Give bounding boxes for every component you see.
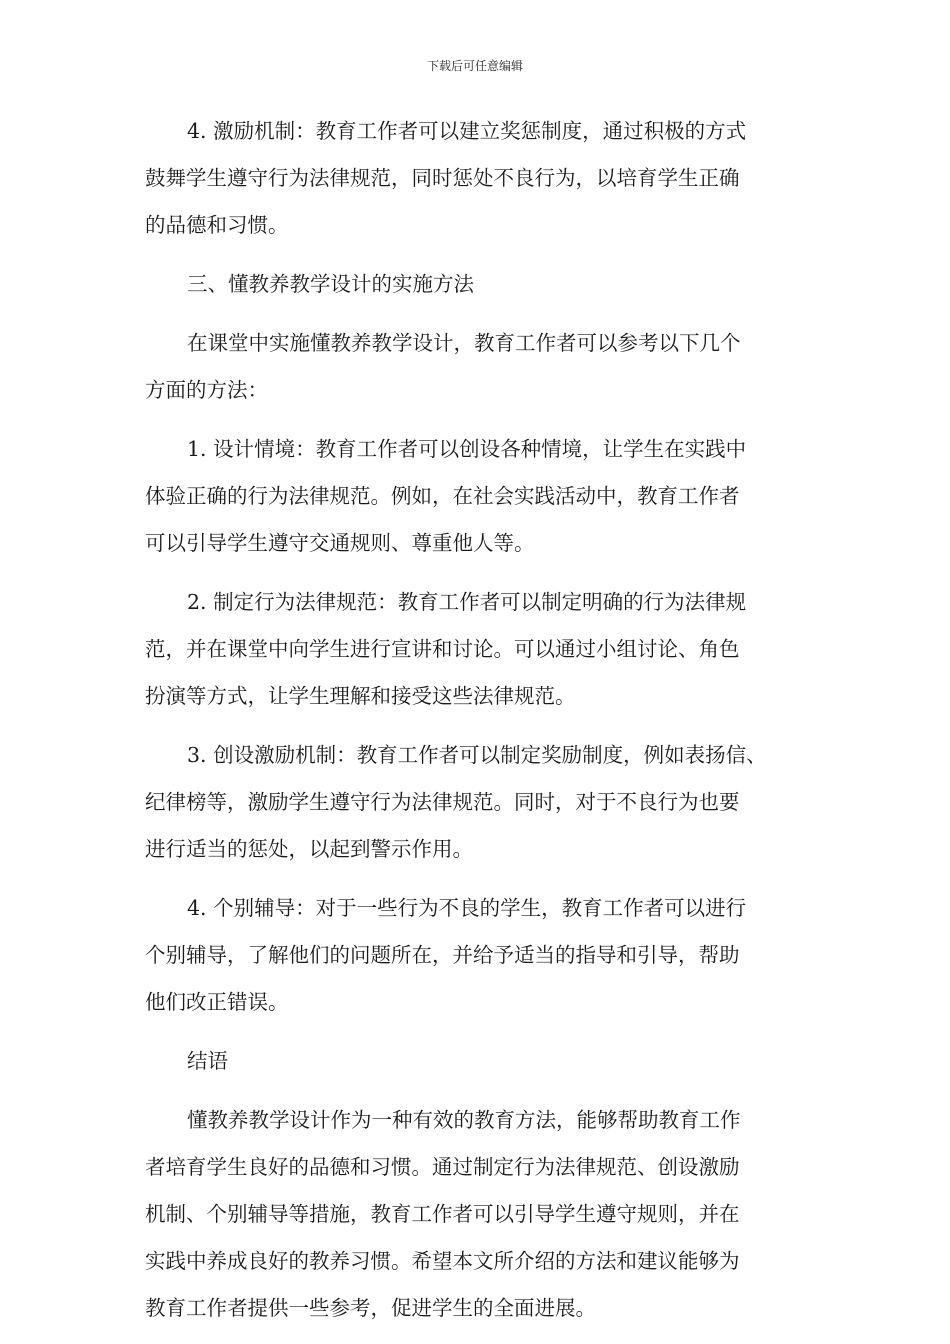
section-heading-implementation bbox=[145, 261, 810, 308]
text-line: 4. 激励机制：教育工作者可以建立奖惩制度，通过积极的方式 bbox=[187, 119, 747, 143]
text-line: 教育工作者提供一些参考，促进学生的全面进展。 bbox=[145, 1296, 596, 1320]
paragraph-individual-tutoring bbox=[145, 885, 810, 1026]
heading-line: 结语 bbox=[187, 1049, 228, 1073]
paragraph-behavior-norms bbox=[145, 579, 810, 720]
paragraph-design-scenarios bbox=[145, 426, 810, 567]
text-line: 个别辅导，了解他们的问题所在，并给予适当的指导和引导，帮助 bbox=[145, 943, 740, 967]
text-line: 1. 设计情境：教育工作者可以创设各种情境，让学生在实践中 bbox=[187, 437, 747, 461]
text-line: 2. 制定行为法律规范：教育工作者可以制定明确的行为法律规 bbox=[187, 590, 747, 614]
text-line: 的品德和习惯。 bbox=[145, 213, 289, 237]
text-line: 体验正确的行为法律规范。例如，在社会实践活动中，教育工作者 bbox=[145, 484, 740, 508]
text-line: 懂教养教学设计作为一种有效的教育方法，能够帮助教育工作 bbox=[187, 1108, 741, 1132]
heading-line: 三、懂教养教学设计的实施方法 bbox=[187, 272, 474, 296]
text-line: 方面的方法： bbox=[145, 378, 268, 402]
section-heading-conclusion bbox=[145, 1038, 810, 1085]
text-line: 纪律榜等，激励学生遵守行为法律规范。同时，对于不良行为也要 bbox=[145, 790, 740, 814]
paragraph-conclusion bbox=[145, 1097, 810, 1332]
text-line: 在课堂中实施懂教养教学设计，教育工作者可以参考以下几个 bbox=[187, 331, 741, 355]
text-line: 扮演等方式，让学生理解和接受这些法律规范。 bbox=[145, 684, 576, 708]
paragraph-incentives bbox=[145, 732, 810, 873]
text-line: 者培育学生良好的品德和习惯。通过制定行为法律规范、创设激励 bbox=[145, 1155, 740, 1179]
paragraph-intro bbox=[145, 320, 810, 414]
paragraph-incentive-mechanism bbox=[145, 108, 810, 249]
text-line: 进行适当的惩处，以起到警示作用。 bbox=[145, 837, 473, 861]
text-line: 机制、个别辅导等措施，教育工作者可以引导学生遵守规则，并在 bbox=[145, 1202, 740, 1226]
text-line: 他们改正错误。 bbox=[145, 990, 289, 1014]
document-body bbox=[145, 108, 810, 1344]
text-line: 3. 创设激励机制：教育工作者可以制定奖励制度，例如表扬信、 bbox=[187, 743, 767, 767]
text-line: 可以引导学生遵守交通规则、尊重他人等。 bbox=[145, 531, 535, 555]
page-header: 下载后可任意编辑 bbox=[426, 59, 523, 73]
text-line: 鼓舞学生遵守行为法律规范，同时惩处不良行为，以培育学生正确 bbox=[145, 166, 740, 190]
text-line: 4. 个别辅导：对于一些行为不良的学生，教育工作者可以进行 bbox=[187, 896, 747, 920]
text-line: 范，并在课堂中向学生进行宣讲和讨论。可以通过小组讨论、角色 bbox=[145, 637, 740, 661]
text-line: 实践中养成良好的教养习惯。希望本文所介绍的方法和建议能够为 bbox=[145, 1249, 740, 1273]
